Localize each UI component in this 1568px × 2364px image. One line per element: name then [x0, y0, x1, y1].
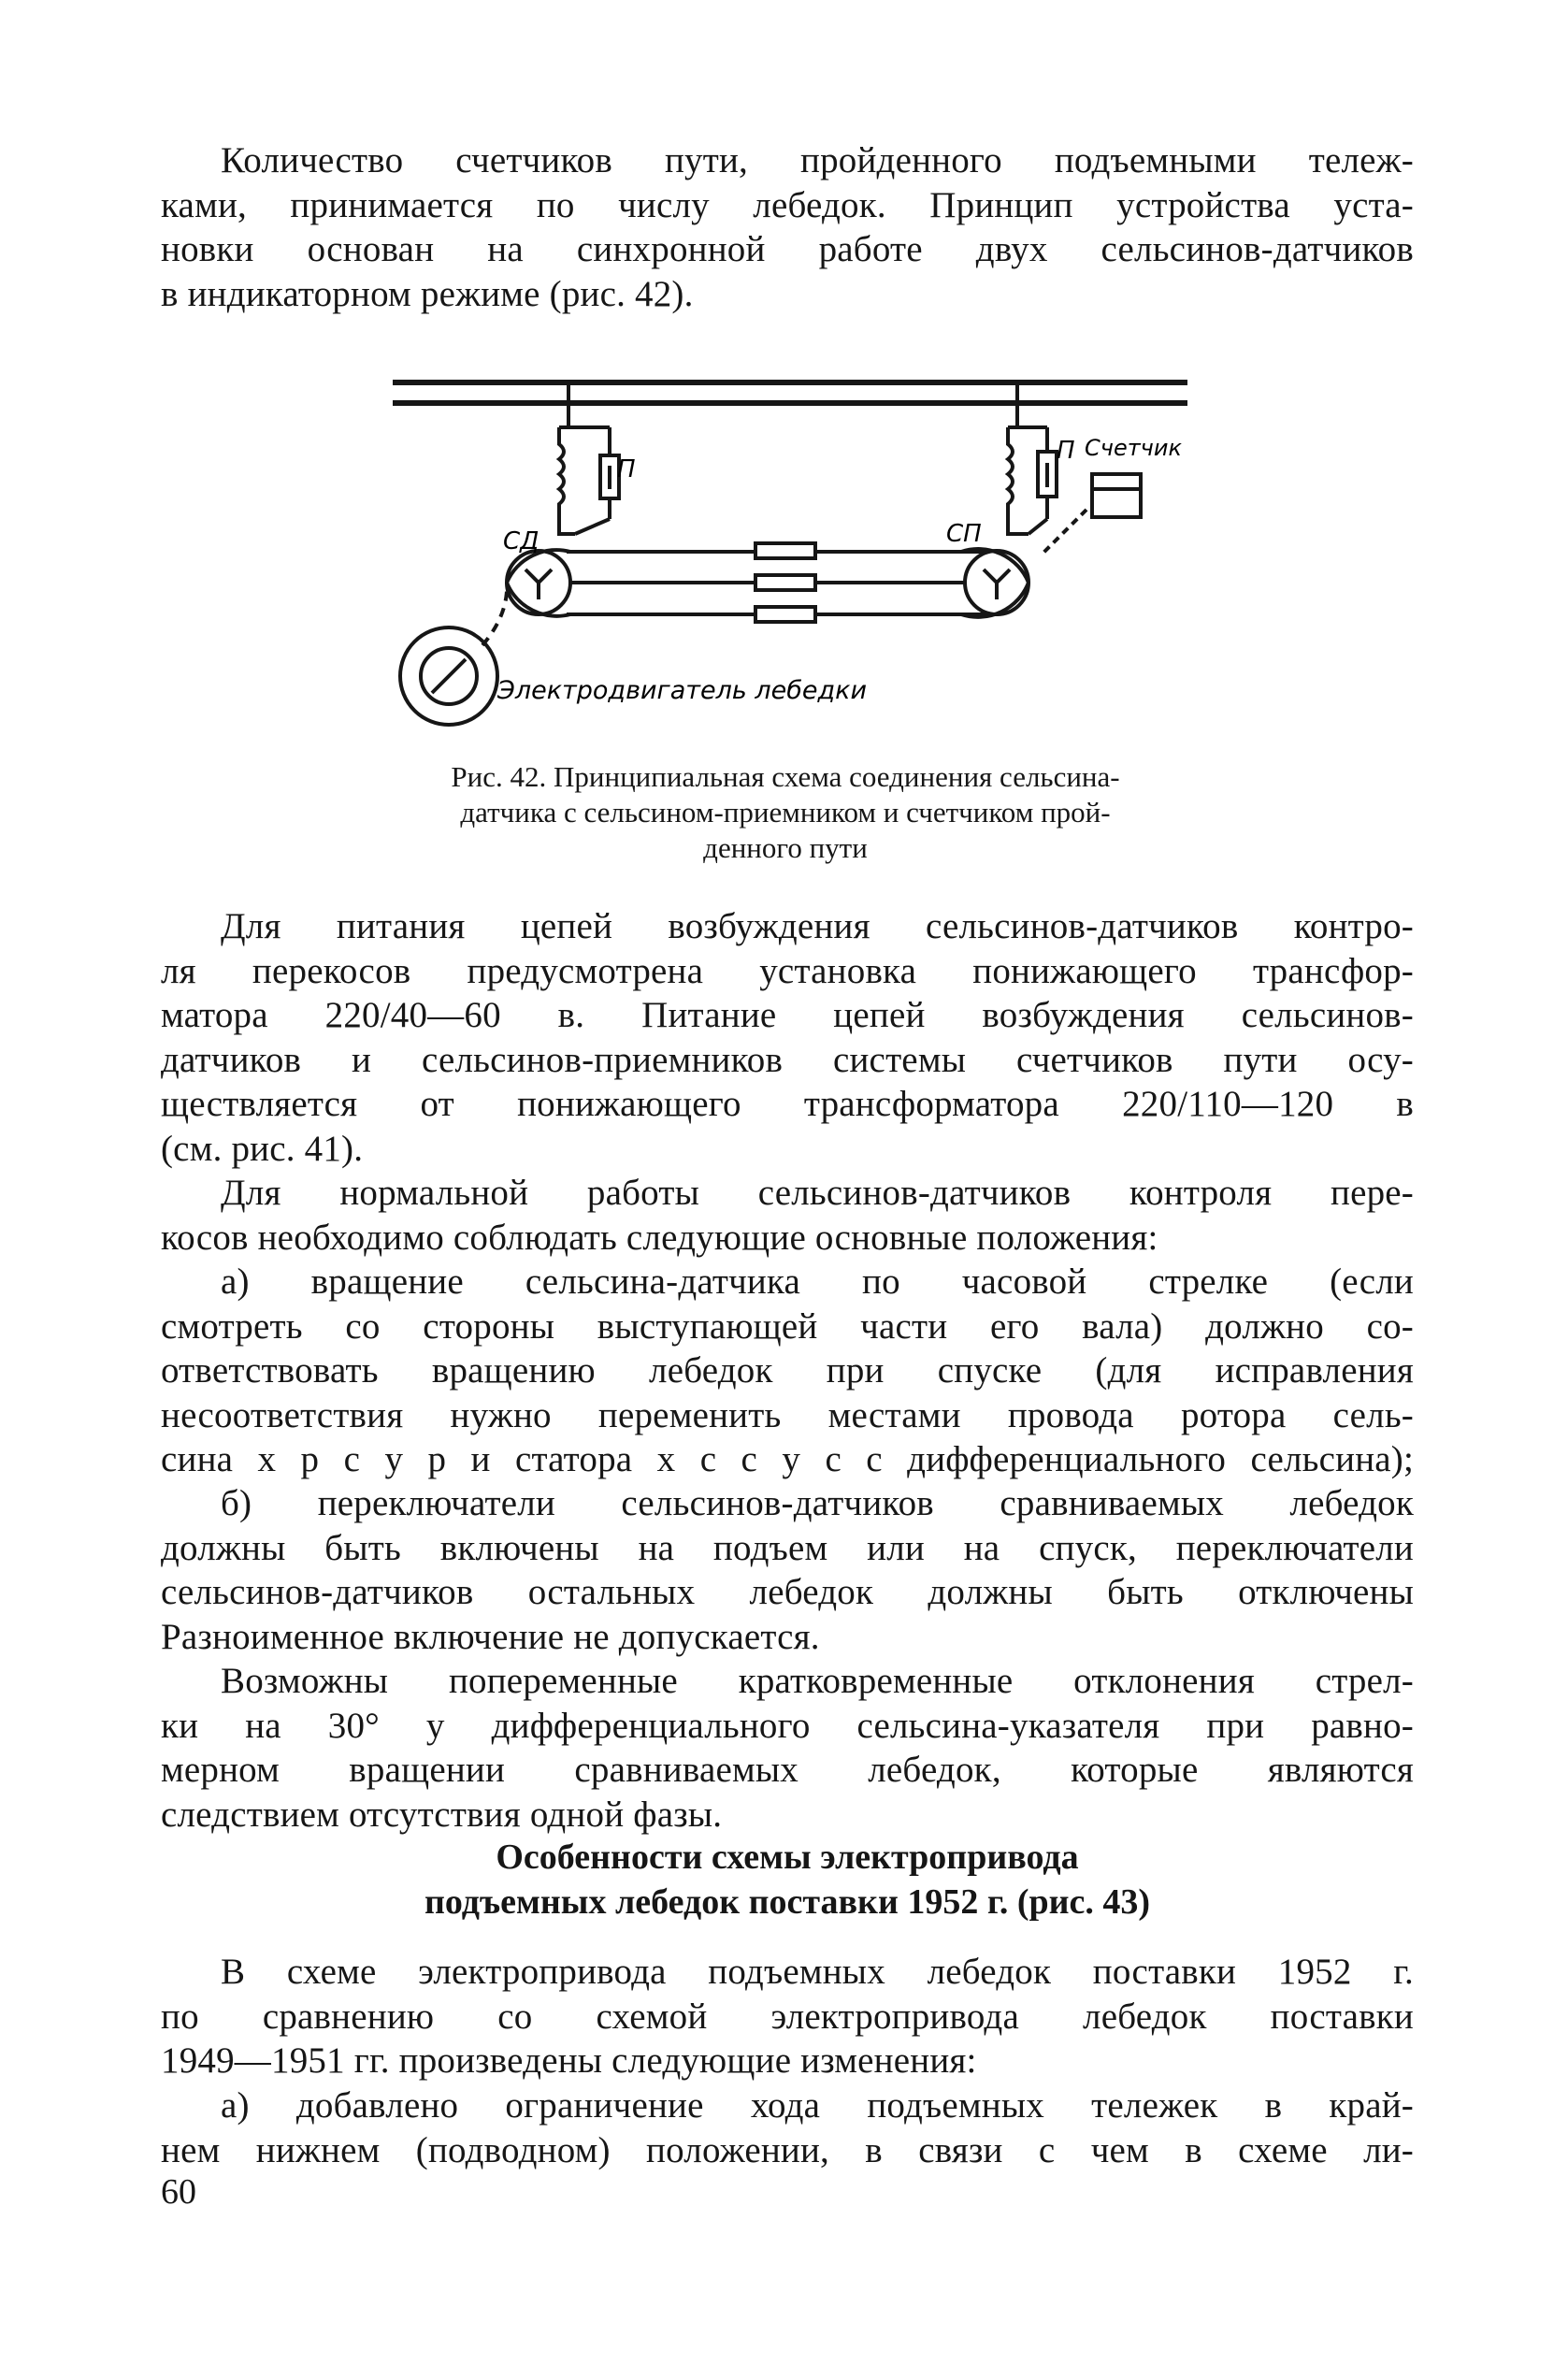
sd-label: СД: [503, 527, 539, 555]
text-line: Для нормальной работы сельсинов-датчиков контроля пере-: [221, 1173, 1414, 1213]
text-line: мерном вращении сравниваемых лебедок, которые являются: [161, 1750, 1414, 1790]
resistor-3-icon: [755, 607, 815, 622]
caption-line: Рис. 42. Принципиальная схема соединения сельсина-: [451, 760, 1120, 793]
text-line: ками, принимается по числу лебедок. Принцип устройства уста-: [161, 184, 1414, 225]
text-line: следствием отсутствия одной фазы.: [161, 1794, 723, 1835]
text-line: сина x p с y p и статора x c с y c с дифференциального сельсина);: [161, 1439, 1414, 1479]
text-line: ответствовать вращению лебедок при спуске (для исправления: [161, 1350, 1414, 1391]
text-line: 1949—1951 гг. произведены следующие изменения:: [161, 2040, 977, 2081]
figure-caption: [355, 759, 1216, 866]
text-line: несоответствия нужно переменить местами провода ротора сель-: [161, 1394, 1414, 1435]
heading-line: Особенности схемы электропривода: [496, 1838, 1079, 1877]
paragraph-oscillations: [161, 1659, 1414, 1837]
paragraph-changes: [161, 1950, 1414, 2083]
fuse-label-right: П: [1057, 437, 1075, 465]
text-line: матора 220/40—60 в. Питание цепей возбуждения сельсинов-: [161, 995, 1414, 1035]
resistor-1-icon: [755, 543, 815, 558]
text-line: по сравнению со схемой электропривода лебедок поставки: [161, 1996, 1414, 2037]
paragraph-power-supply: [161, 904, 1414, 1171]
text-line: смотреть со стороны выступающей части его вала) должно со-: [161, 1305, 1414, 1347]
paragraph-normal-operation: [161, 1171, 1414, 1260]
text-line: косов необходимо соблюдать следующие основные положения:: [161, 1217, 1158, 1258]
motor-shaft-dashed: [482, 583, 507, 645]
motor-label: Электродвигатель лебедки: [497, 676, 868, 705]
text-line: а) добавлено ограничение хода подъемных тележек в край-: [221, 2085, 1414, 2126]
text-line: Количество счетчиков пути, пройденного подъемными тележ-: [221, 140, 1414, 180]
counter-label: Счетчик: [1085, 435, 1182, 461]
text-line: (см. рис. 41).: [161, 1128, 364, 1169]
left-coil-icon: [559, 427, 575, 534]
top-paragraph: [161, 138, 1414, 316]
right-coil-icon: [1008, 427, 1029, 534]
caption-line: датчика с сельсином-приемником и счетчиком прой-: [460, 796, 1111, 829]
counter-link-dashed: [1043, 510, 1086, 553]
counter-box-icon: [1092, 474, 1141, 517]
text-line: датчиков и сельсинов-приемников системы счетчиков пути осу-: [161, 1039, 1414, 1080]
text-line: новки основан на синхронной работе двух сельсинов-датчиков: [161, 229, 1414, 269]
text-line: б) переключатели сельсинов-датчиков сравниваемых лебедок: [221, 1483, 1414, 1523]
text-line: а) вращение сельсина-датчика по часовой стрелке (если: [221, 1261, 1414, 1302]
text-line: ки на 30° у дифференциального сельсина-указателя при равно-: [161, 1705, 1414, 1746]
text-line: В схеме электропривода подъемных лебедок поставки 1952 г.: [221, 1952, 1414, 1992]
text-line: нем нижнем (подводном) положении, в связи с чем в схеме ли-: [161, 2129, 1414, 2170]
caption-line: денного пути: [703, 831, 868, 864]
fuse-label-left: П: [617, 455, 636, 483]
selsyn-schematic-figure: [393, 369, 1187, 734]
text-line: Разноименное включение не допускается.: [161, 1616, 820, 1657]
text-line: в индикаторном режиме (рис. 42).: [161, 273, 694, 314]
text-line: Возможны попеременные кратковременные отклонения стрел-: [221, 1661, 1414, 1701]
paragraph-item-b: [161, 1481, 1414, 1659]
text-line: Для питания цепей возбуждения сельсинов-датчиков контро-: [221, 906, 1414, 946]
text-line: сельсинов-датчиков остальных лебедок должны быть отключены: [161, 1572, 1414, 1612]
heading-line: подъемных лебедок поставки 1952 г. (рис. 43): [424, 1882, 1151, 1922]
paragraph-item-a: [161, 1260, 1414, 1482]
text-line: ществляется от понижающего трансформатора 220/110—120 в: [161, 1084, 1414, 1124]
section-heading: [161, 1835, 1414, 1924]
paragraph-change-a: [161, 2083, 1414, 2172]
page-number: 60: [161, 2172, 196, 2212]
sp-label: СП: [946, 520, 982, 548]
text-line: ля перекосов предусмотрена установка понижающего трансфор-: [161, 950, 1414, 991]
text-line: должны быть включены на подъем или на спуск, переключатели: [161, 1527, 1414, 1568]
resistor-2-icon: [755, 575, 815, 590]
